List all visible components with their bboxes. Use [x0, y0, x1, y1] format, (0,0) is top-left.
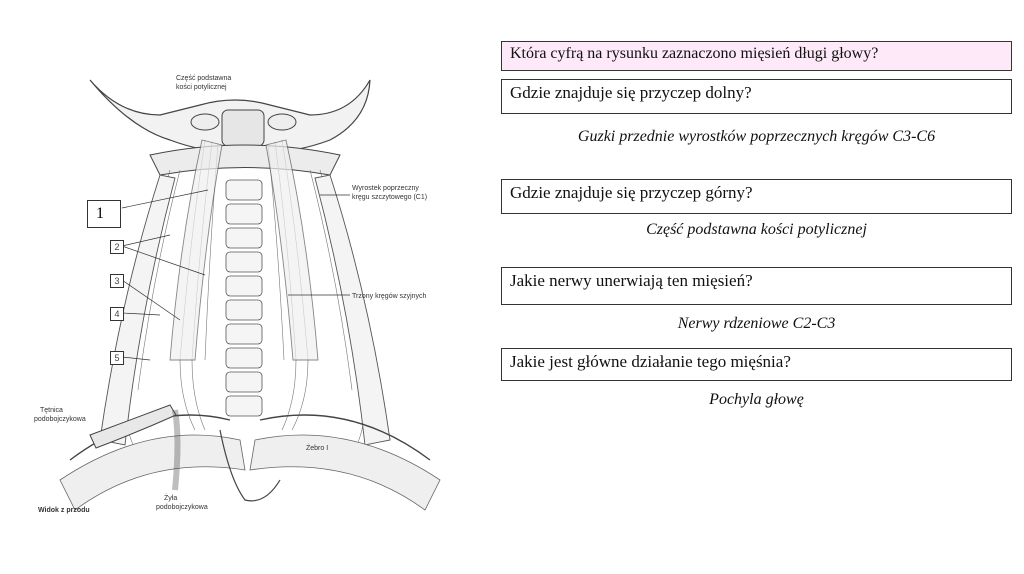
cervical-vertebrae	[226, 180, 262, 416]
question-upper-attachment: Gdzie znajduje się przyczep górny?	[501, 179, 1012, 214]
longus-capitis-right	[266, 140, 318, 360]
annotation-rib: Żebro I	[306, 445, 329, 452]
occipital-basilar-part	[222, 110, 264, 146]
condyle-right	[268, 114, 296, 130]
longus-capitis-left	[170, 140, 222, 360]
annotation-subclavian-artery: Tętnica podobojczykowa	[34, 407, 86, 423]
answer-lower-attachment: Guzki przednie wyrostków poprzecznych kręgów C3-C6	[577, 128, 936, 145]
atlas-vertebra	[150, 145, 340, 175]
annotation-occipital-base: Część podstawna kości potylicznej	[176, 75, 232, 91]
annotation-view: Widok z przodu	[38, 507, 90, 514]
condyle-left	[191, 114, 219, 130]
answer-main-action: Pochyla głowę	[709, 391, 804, 408]
annotation-transverse-process: Wyrostek poprzeczny kręgu szczytowego (C1)	[352, 185, 428, 201]
rib-shading	[60, 435, 245, 510]
question-main-action: Jakie jest główne działanie tego mięśnia?	[501, 348, 1012, 381]
label-box-3: 3	[110, 274, 124, 288]
answer-innervation: Nerwy rdzeniowe C2-C3	[677, 315, 836, 332]
label-box-2: 2	[110, 240, 124, 254]
label-box-4: 4	[110, 307, 124, 321]
question-lower-attachment: Gdzie znajduje się przyczep dolny?	[501, 79, 1012, 114]
label-box-5: 5	[110, 351, 124, 365]
annotation-vertebral-bodies: Trzony kręgów szyjnych	[352, 293, 427, 300]
question-innervation: Jakie nerwy unerwiają ten mięsień?	[501, 267, 1012, 305]
neck-muscles-illustration	[30, 60, 470, 530]
scalene-right	[315, 175, 390, 445]
answer-upper-attachment: Część podstawna kości potylicznej	[646, 221, 867, 238]
title-question: Która cyfrą na rysunku zaznaczono mięsień długi głowy?	[501, 41, 1012, 71]
label-box-1: 1	[87, 200, 121, 228]
annotation-subclavian-vein: Żyła podobojczykowa	[156, 495, 208, 511]
